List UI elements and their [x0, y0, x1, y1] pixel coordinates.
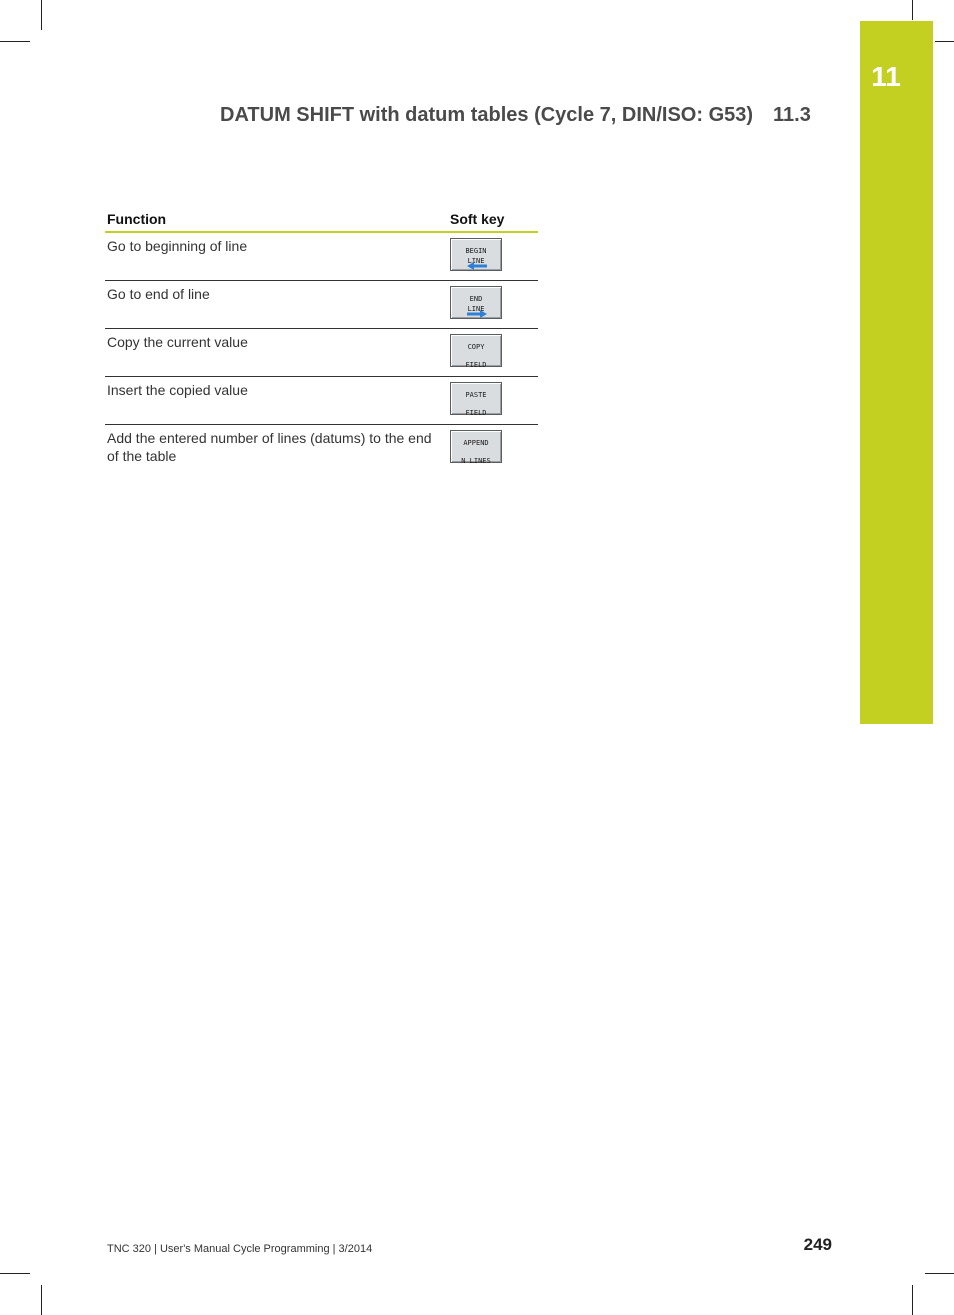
begin-line-softkey — [450, 238, 502, 271]
crop-mark — [41, 0, 42, 30]
soft-key-table — [105, 208, 538, 472]
column-header-softkey: Soft key — [440, 208, 538, 232]
softkey-label-line2: N LINES — [461, 457, 491, 465]
crop-mark — [935, 41, 954, 42]
softkey-cell — [440, 329, 538, 377]
table-row — [105, 232, 538, 281]
header-title: DATUM SHIFT with datum tables (Cycle 7, DIN/ISO: G53) — [220, 104, 754, 126]
append-lines-softkey — [450, 430, 502, 463]
header-section-number: 11.3 — [773, 104, 811, 126]
left-arrow-icon — [467, 262, 487, 270]
function-cell: Go to beginning of line — [105, 232, 440, 281]
function-cell: Copy the current value — [105, 329, 440, 377]
crop-mark — [912, 0, 913, 20]
softkey-label-line1: COPY — [467, 343, 485, 351]
paste-field-softkey — [450, 382, 502, 415]
softkey-label-line1: BEGIN — [465, 247, 487, 255]
table-row — [105, 425, 538, 473]
softkey-cell — [440, 281, 538, 329]
softkey-label-line1: PASTE — [465, 391, 487, 399]
right-arrow-icon — [467, 310, 487, 318]
crop-mark — [925, 1273, 954, 1274]
softkey-label-line2: FIELD — [465, 361, 487, 369]
softkey-cell — [440, 377, 538, 425]
softkey-label-line2: LINE — [467, 305, 485, 313]
table-header-row — [105, 208, 538, 232]
softkey-label-line1: END — [469, 295, 483, 303]
chapter-tab — [860, 21, 933, 724]
crop-mark — [0, 1273, 30, 1274]
softkey-cell — [440, 425, 538, 473]
table-row — [105, 281, 538, 329]
page-header — [220, 104, 832, 127]
end-line-softkey — [450, 286, 502, 319]
softkey-label-line2: FIELD — [465, 409, 487, 417]
copy-field-softkey — [450, 334, 502, 367]
table-row — [105, 329, 538, 377]
softkey-label-line2: LINE — [467, 257, 485, 265]
chapter-number: 11 — [871, 61, 901, 92]
function-cell: Add the entered number of lines (datums) to the end of the table — [107, 430, 432, 464]
footer-text: TNC 320 | User's Manual Cycle Programming | 3/2014 — [107, 1243, 373, 1255]
softkey-cell — [440, 232, 538, 281]
column-header-function: Function — [105, 208, 440, 232]
function-cell: Insert the copied value — [105, 377, 440, 425]
crop-mark — [912, 1285, 913, 1315]
page-number: 249 — [803, 1235, 832, 1254]
softkey-label-line1: APPEND — [463, 439, 489, 447]
table-row — [105, 377, 538, 425]
crop-mark — [0, 41, 30, 42]
function-cell: Go to end of line — [105, 281, 440, 329]
crop-mark — [41, 1285, 42, 1315]
